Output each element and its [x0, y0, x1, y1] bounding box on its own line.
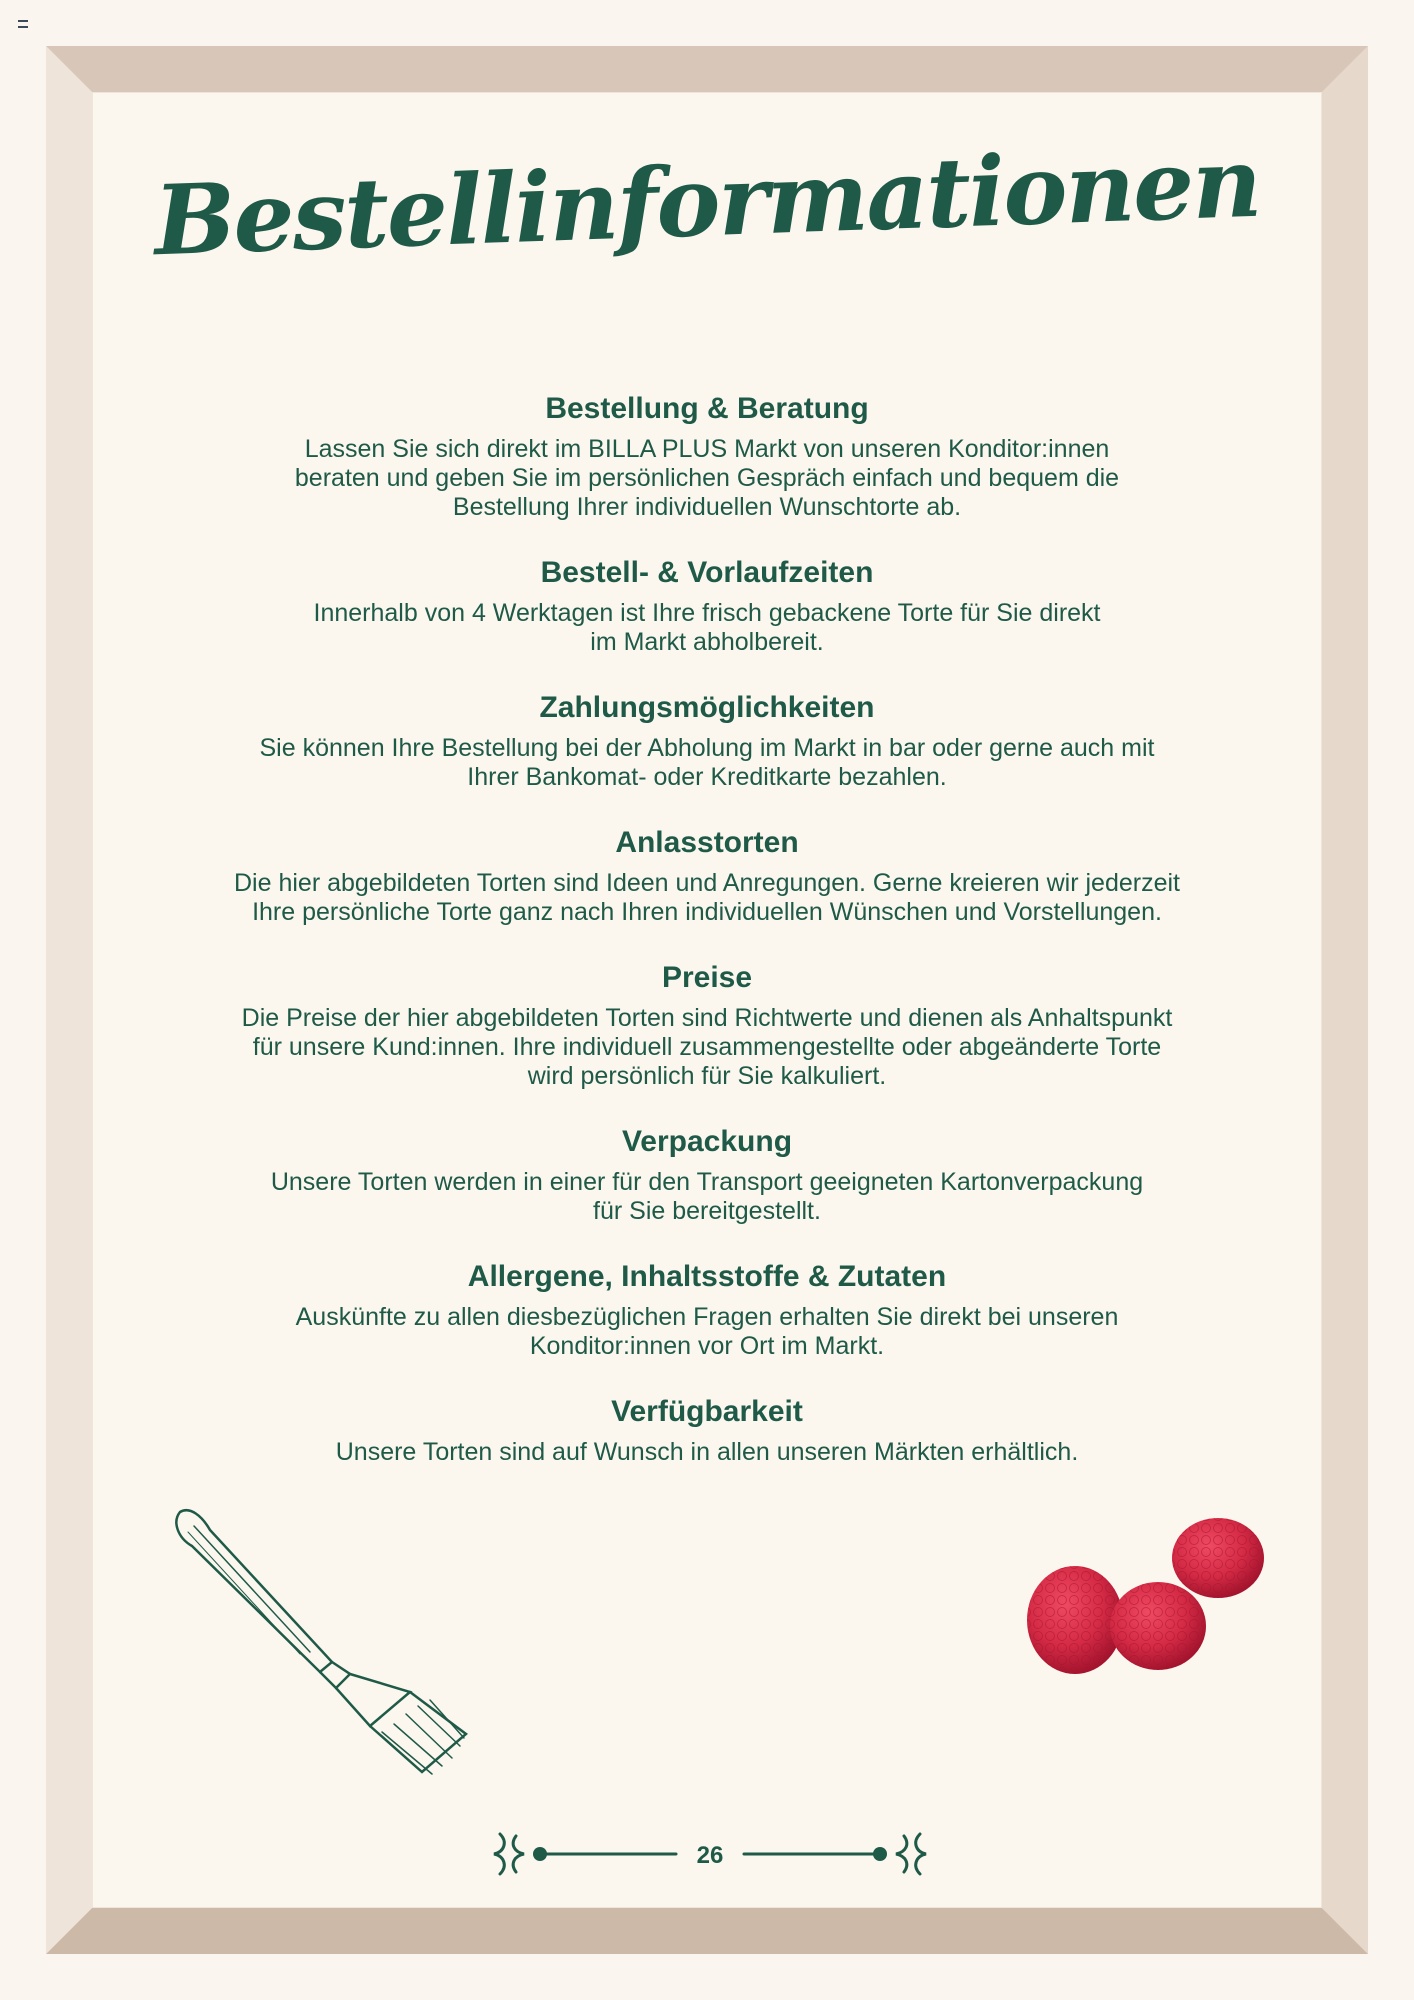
raspberry — [1172, 1518, 1264, 1598]
section-text: Sie können Ihre Bestellung bei der Abholung im Markt in bar oder gerne auch mit Ihrer Bankomat- oder Kreditkarte bezahlen. — [259, 734, 1155, 791]
section-zahlung — [140, 691, 1274, 792]
section-allergene — [140, 1260, 1274, 1361]
frame-bevel-right — [1322, 46, 1368, 1954]
pastry-brush-icon — [170, 1502, 480, 1782]
section-heading: Zahlungsmöglichkeiten — [539, 691, 875, 724]
section-heading: Preise — [661, 961, 753, 994]
raspberries-image — [1020, 1510, 1280, 1690]
section-text: Die hier abgebildeten Torten sind Ideen und Anregungen. Gerne kreieren wir jederzeit Ihre persönliche Torte ganz nach Ihren individuellen Wünschen und Vorstellungen. — [234, 869, 1180, 926]
section-text: Lassen Sie sich direkt im BILLA PLUS Markt von unseren Konditor:innen beraten und geben Sie im persönlichen Gespräch einfach und bequem die Bestellung Ihrer individuellen Wunschtorte ab. — [294, 435, 1120, 521]
section-heading: Bestellung & Beratung — [545, 392, 869, 425]
section-anlasstorten — [140, 826, 1274, 927]
section-text: Auskünfte zu allen diesbezüglichen Fragen erhalten Sie direkt bei unseren Konditor:innen vor Ort im Markt. — [295, 1303, 1119, 1360]
section-text: Innerhalb von 4 Werktagen ist Ihre frisch gebackene Torte für Sie direkt im Markt abholbereit. — [313, 599, 1101, 656]
info-sections — [140, 392, 1274, 1501]
section-text: Die Preise der hier abgebildeten Torten sind Richtwerte und dienen als Anhaltspunkt für unsere Kund:innen. Ihre individuell zusammengestellte oder abgeänderte Torte wird persönlich für Sie kalkuliert. — [241, 1004, 1173, 1090]
menu-icon[interactable] — [18, 20, 28, 28]
frame-bevel-bottom — [46, 1908, 1368, 1954]
frame-bevel-left — [46, 46, 92, 1954]
section-text: Unsere Torten werden in einer für den Transport geeigneten Kartonverpackung für Sie bereitgestellt. — [270, 1168, 1144, 1225]
section-text: Unsere Torten sind auf Wunsch in allen unseren Märkten erhältlich. — [335, 1438, 1079, 1466]
page-number: 26 — [696, 1842, 724, 1869]
section-heading: Anlasstorten — [615, 826, 799, 859]
section-verfuegbarkeit — [140, 1395, 1274, 1467]
section-heading: Allergene, Inhaltsstoffe & Zutaten — [467, 1260, 947, 1293]
section-heading: Bestell- & Vorlaufzeiten — [540, 556, 874, 589]
frame-bevel-top — [46, 46, 1368, 92]
raspberry — [1110, 1582, 1206, 1670]
section-heading: Verfügbarkeit — [611, 1395, 803, 1428]
section-vorlaufzeiten — [140, 556, 1274, 657]
page-title: Bestellinformationen — [152, 125, 1262, 278]
section-bestellung — [140, 392, 1274, 522]
raspberry — [1027, 1566, 1123, 1674]
page-footer — [480, 1812, 940, 1892]
section-heading: Verpackung — [621, 1125, 793, 1158]
section-preise — [140, 961, 1274, 1091]
section-verpackung — [140, 1125, 1274, 1226]
